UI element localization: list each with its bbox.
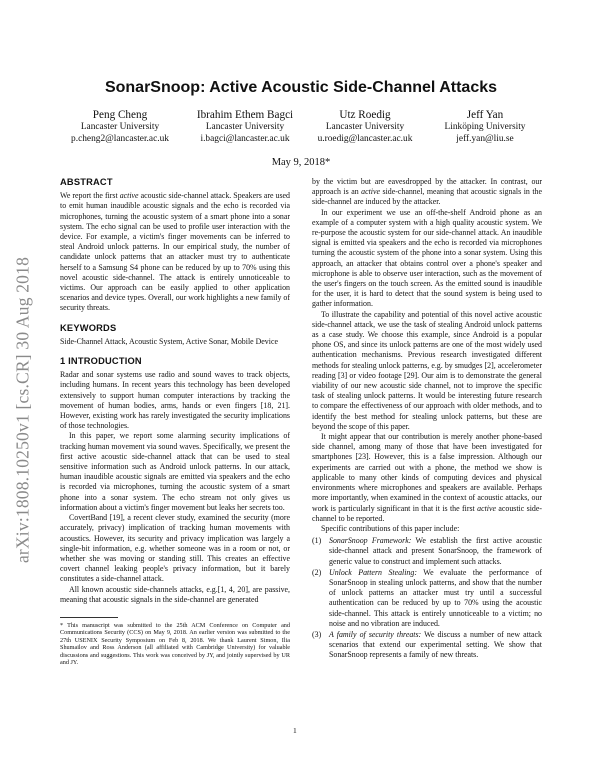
paragraph: In our experiment we use an off-the-shelf Android phone as an example of a computer system with a high quality acoustic system. We re-purpose the acoustic system for our side-channel attack. An inaudible signal is emitted via speakers and the echo is recorded via microphones turning the acoustic system of the phone into a sonar system. Using this approach, an attacker that obtains control over a phone's speaker and microphone is able to observe user interaction, such as the movement of the user's fingers on the touch screen. As the emitted sound is inaudible for the user, it is hard to detect that the sound system is being used to gather information. bbox=[312, 207, 542, 309]
paragraph: Radar and sonar systems use radio and sound waves to track objects, including humans. In recent years this technology has been developed extensively to support human computer interactions by tracking the movement of human bodies, arms, hands or even fingers [18, 21]. However, existing work has rarely investigated the security implications of those technologies. bbox=[60, 370, 290, 431]
contribution-list bbox=[312, 536, 542, 660]
author-affiliation: Lancaster University bbox=[80, 122, 160, 132]
left-column bbox=[60, 177, 290, 666]
author-block bbox=[180, 109, 310, 145]
intro-heading: 1 INTRODUCTION bbox=[60, 356, 142, 367]
author-block bbox=[65, 109, 175, 145]
abstract-text: We report the first active acoustic side-channel attack. Speakers are used to emit human inaudible acoustic signals and the echo is recorded via microphones, turning the acoustic system of a smart phone into a sonar system. The echo signal can be used to profile user interaction with the device. For example, a victim's finger movements can be inferred to steal Android unlock patterns. In our empirical study, the number of candidate unlock patterns that an attacker must try to authenticate herself to a Samsung S4 phone can be reduced by up to 70% using this novel acoustic side-channel. The attack is entirely unnoticeable to victims. Our approach can be easily applied to other application scenarios and device types. Overall, our work highlights a new family of security threats. bbox=[60, 191, 290, 313]
list-item: (3) A family of security threats: We discuss a number of new attack scenarios that extend our experimental setting. We show that SonarSnoop represents a family of new threats. bbox=[312, 629, 542, 660]
arxiv-id: arXiv:1808.10250v1 [cs.CR] 30 Aug 2018 bbox=[12, 256, 33, 564]
keywords-text: Side-Channel Attack, Acoustic System, Active Sonar, Mobile Device bbox=[60, 336, 278, 346]
author-block bbox=[430, 109, 540, 145]
keywords-heading: KEYWORDS bbox=[60, 322, 117, 333]
list-item: (1) SonarSnoop Framework: We establish the first active acoustic side-channel attack and present SonarSnoop, the framework of generic value to construct and implement such attacks. bbox=[312, 536, 543, 566]
list-item: (2) Unlock Pattern Stealing: We evaluate the performance of SonarSnoop in stealing unlock patterns, and show that the number of unlock patterns an attacker must try until a successful authentication can be reduced by up to 70% using the acoustic side-channel. This attack is entirely unnoticeable to a victim; no noise and no vibration are induced. bbox=[312, 567, 542, 628]
author-name: Jeff Yan bbox=[466, 109, 504, 121]
footnote: * This manuscript was submitted to the 25th ACM Conference on Computer and Communications Security (CCS) on May 9, 2018. An earlier version was submitted to the 27th USENIX Security Symposium on Feb 8, 2018. We thank Laurent Simon, Ilia Shumailov and Ross Anderson (all affiliated with Cambridge University) for valuable discussions and suggestions. This work was conceived by JY, and jointly supervised by UR and JY. bbox=[60, 621, 290, 666]
paragraph: It might appear that our contribution is merely another phone-based side channel, among many of those that have been investigated for smartphones [23]. However, this is a false impression. Although our experiments are carried out with a phone, the method we show is applicable to many other kinds of computing devices and physical environments where microphones and speakers are available. Perhaps more importantly, when examined in the context of acoustic attacks, our work is particularly significant in that it is the first active acoustic side-channel to be reported. bbox=[312, 432, 542, 523]
abstract-heading: ABSTRACT bbox=[60, 177, 113, 187]
footnote-rule bbox=[60, 617, 118, 618]
arxiv-stamp bbox=[2, 245, 44, 575]
author-name: Ibrahim Ethem Bagci bbox=[196, 109, 294, 121]
author-name: Utz Roedig bbox=[339, 109, 391, 121]
paper-date: May 9, 2018* bbox=[271, 157, 331, 168]
author-affiliation: Lancaster University bbox=[325, 122, 405, 132]
author-email: i.bagci@lancaster.ac.uk bbox=[200, 133, 290, 144]
page-number: 1 bbox=[293, 726, 297, 735]
paragraph: CovertBand [19], a recent clever study, examined the security (more accurately, privacy) implication of tracking human movements with acoustics. However, its security and privacy implication was largely a single-bit information, e.g. whether someone was in a room or not, or whether she was moving or standing still. This creates an effective covert channel leaking people's privacy information, but it barely constitutes a side-channel attack. bbox=[60, 513, 290, 584]
paragraph: by the victim but are eavesdropped by the attacker. In contrast, our approach is an active side-channel, meaning that acoustic signals in the side-channel are induced by the attacker. bbox=[312, 177, 542, 207]
right-column bbox=[312, 177, 542, 662]
paragraph: All known acoustic side-channels attacks, e.g.[1, 4, 20], are passive, meaning that acoustic signals in the side-channel are generated bbox=[60, 584, 290, 604]
author-block bbox=[305, 109, 425, 145]
paragraph: Specific contributions of this paper include: bbox=[321, 523, 460, 533]
author-affiliation: Lancaster University bbox=[205, 122, 285, 132]
author-email: u.roedig@lancaster.ac.uk bbox=[317, 133, 413, 144]
author-email: p.cheng2@lancaster.ac.uk bbox=[71, 133, 169, 144]
paragraph: In this paper, we report some alarming security implications of tracking human movement via sound waves. Specifically, we present the first active acoustic side-channel attack that can be used to steal sensitive information such as Android unlock patterns. In our attack, human inaudible acoustic signals are emitted via speakers and the echo is recorded via microphones, turning the acoustic system of a smart phone into a sonar system. The echo stream not only gives us information about a victim's finger movement but leaks her secrets too. bbox=[60, 431, 290, 512]
author-name: Peng Cheng bbox=[92, 109, 148, 121]
paper-title: SonarSnoop: Active Acoustic Side-Channel Attacks bbox=[104, 79, 498, 96]
author-affiliation: Linköping University bbox=[444, 122, 526, 132]
author-email: jeff.yan@liu.se bbox=[456, 133, 514, 144]
paragraph: To illustrate the capability and potential of this novel active acoustic side-channel attack, we use the task of stealing Android unlock patterns as a case study. We choose this example, since Android is a popular phone OS, and since its unlock patterns are one of the most widely used authentication mechanisms. Previous research investigated different methods for stealing unlock patterns, e.g. by smudges [2], accelerometer reading [3] or video footage [29]. Our aim is to demonstrate the general viability of our new acoustic side channel, not to improve the specific task of stealing unlock patterns. It would be interesting future research to compare the effectiveness of our approach with older methods, and to identify the best method for stealing unlock patterns, but these are beyond the scope of this paper. bbox=[312, 309, 542, 431]
